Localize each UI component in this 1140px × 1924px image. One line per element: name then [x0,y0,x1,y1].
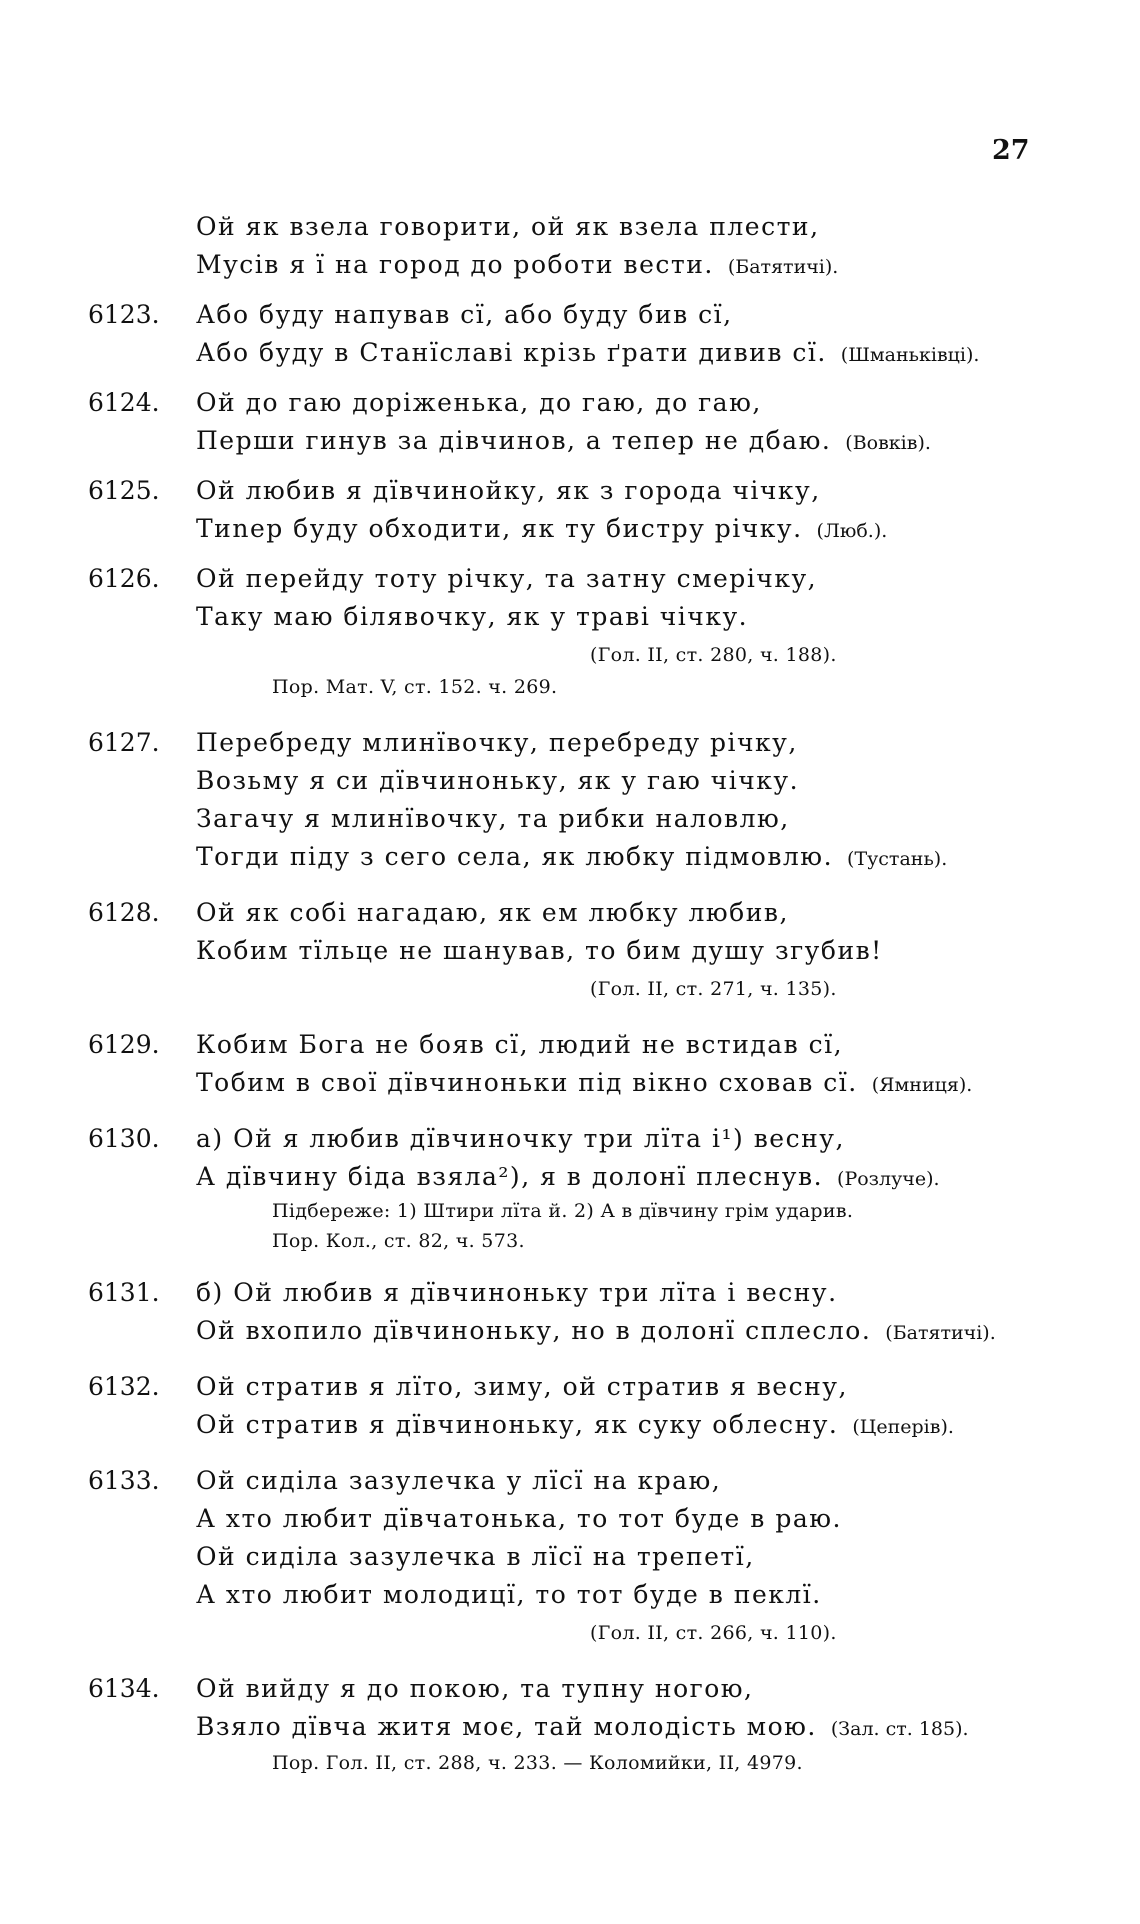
verse-line: Ой перейду тоту річку, та затну смерічку, [196,564,818,593]
verse-line: Ой стратив я лїто, зиму, ой стратив я весну, [196,1372,848,1401]
verse-line: Перши гинув за дівчинов, а тепер не дбаю. (Вовків). [196,426,931,455]
source-note: (Зал. ст. 185). [830,1718,969,1740]
entry-number: 6123. [88,300,160,329]
entry-number: 6131. [88,1278,160,1307]
entry-number: 6124. [88,388,160,417]
page-number: 27 [992,135,1030,166]
source-note: (Люб.). [816,520,888,542]
entry-number: 6130. [88,1124,160,1153]
reference-note: Пор. Мат. V, ст. 152. ч. 269. [272,676,558,698]
source-note: (Шманьківці). [840,344,980,366]
verse-line: Перебреду млинївочку, перебреду річку, [196,728,798,757]
verse-line: Взяло дївча житя моє, тай молодість мою. (Зал. ст. 185). [196,1712,969,1741]
source-note: (Батятичі). [885,1322,996,1344]
verse-line: Кобим тїльце не шанував, то бим душу згубив! [196,936,883,965]
verse-line: Ой любив я дївчинойку, як з города чічку, [196,476,821,505]
entry-number: 6133. [88,1466,160,1495]
verse-line: Тобим в свої дївчиноньки під вікно сховав сї. (Ямниця). [196,1068,973,1097]
entry-number: 6125. [88,476,160,505]
source-note: (Тустань). [847,848,948,870]
entry-number: 6126. [88,564,160,593]
verse-line: Загачу я млинївочку, та рибки наловлю, [196,804,790,833]
source-note: (Батятичі). [727,256,839,278]
reference-note: Пор. Кол., ст. 82, ч. 573. [272,1230,525,1252]
variant-note: Підбереже: 1) Штири лїта й. 2) А в дївчину грім ударив. [272,1200,854,1222]
verse-line: Таку маю білявочку, як у траві чічку. [196,602,749,631]
verse-line: Або буду в Станїславі крізь ґрати дивив сї. (Шманьківці). [196,338,980,367]
verse-line: Возьму я си дївчиноньку, як у гаю чічку. [196,766,800,795]
reference-note: (Гол. II, ст. 280, ч. 188). [590,644,837,666]
verse-line: Ой вхопило дївчиноньку, но в долонї сплесло. (Батятичі). [196,1316,996,1345]
verse-line: Ой до гаю доріженька, до гаю, до гаю, [196,388,762,417]
verse-line: Ой сиділа зазулечка в лїсї на трепетї, [196,1542,755,1571]
verse-line: А хто любит молодицї, то тот буде в пеклї. [196,1580,822,1609]
verse-line: Ой як собі нагадаю, як ем любку любив, [196,898,789,927]
verse-line: А дївчину біда взяла²), я в долонї плеснув. (Розлуче). [196,1162,940,1191]
source-note: (Вовків). [845,432,931,454]
verse-line: Кобим Бога не бояв сї, людий не встидав сї, [196,1030,844,1059]
source-note: (Ямниця). [871,1074,973,1096]
verse-line: Тиnер буду обходити, як ту бистру річку. (Люб.). [196,514,888,543]
verse-line: Або буду напував сї, або буду бив сї, [196,300,733,329]
entry-number: 6132. [88,1372,160,1401]
verse-line: А хто любит дївчатонька, то тот буде в раю. [196,1504,842,1533]
source-note: (Цеперів). [852,1416,954,1438]
verse-line: Ой стратив я дївчиноньку, як суку облесну. (Цеперів). [196,1410,954,1439]
source-note: (Розлуче). [837,1168,940,1190]
entry-number: 6128. [88,898,160,927]
reference-note: (Гол. II, ст. 271, ч. 135). [590,978,837,1000]
verse-line: Ой сиділа зазулечка у лїсї на краю, [196,1466,722,1495]
verse-line: Мусів я ї на город до роботи вести. (Батятичі). [196,250,839,279]
entry-number: 6127. [88,728,160,757]
entry-number: 6129. [88,1030,160,1059]
verse-line: а) Ой я любив дївчиночку три лїта і¹) весну, [196,1124,845,1153]
entry-number: 6134. [88,1674,160,1703]
reference-note: (Гол. II, ст. 266, ч. 110). [590,1622,837,1644]
verse-line: б) Ой любив я дївчиноньку три лїта і весну. [196,1278,838,1307]
verse-line: Ой вийду я до покою, та тупну ногою, [196,1674,754,1703]
reference-note: Пор. Гол. II, ст. 288, ч. 233. — Коломийки, II, 4979. [272,1752,803,1774]
verse-line: Ой як взела говорити, ой як взела плести, [196,212,820,241]
verse-line: Тогди піду з сего села, як любку підмовлю. (Тустань). [196,842,948,871]
